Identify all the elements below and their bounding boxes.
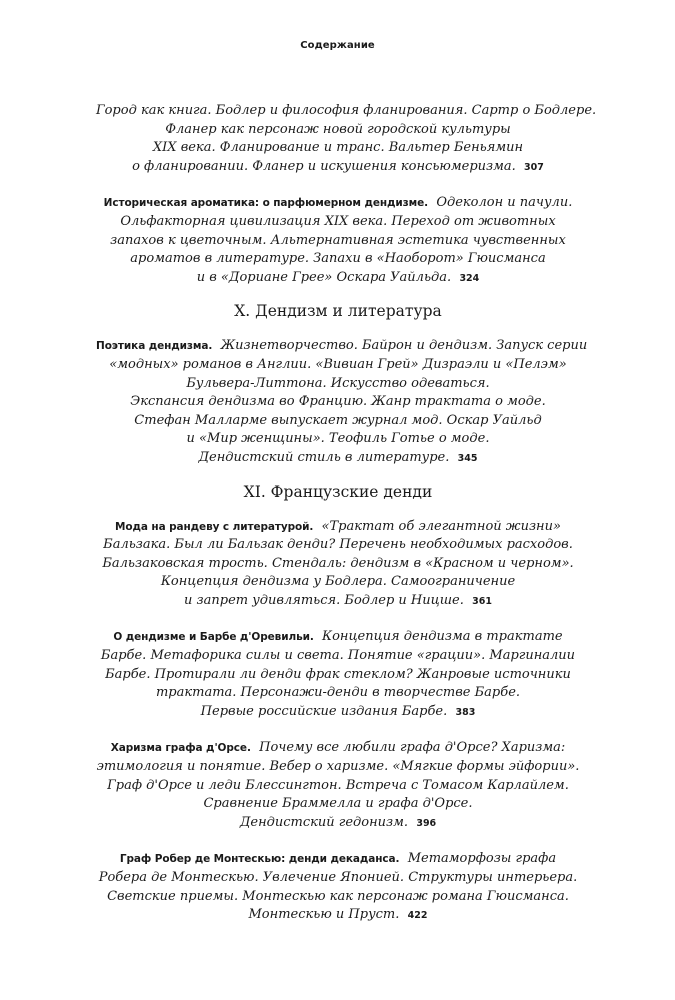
- toc-entry-line: Концепция дендизма у Бодлера. Самоограничение: [160, 574, 516, 590]
- toc-content: [96, 102, 597, 926]
- toc-entry-text: Концепция дендизма в трактате: [322, 629, 563, 645]
- toc-entry-line: Бальзака. Был ли Бальзак денди? Перечень необходимых расходов.: [103, 537, 573, 553]
- toc-entry-line: этимология и понятие. Вебер о харизме. «Мягкие формы эйфории».: [96, 759, 580, 775]
- toc-entry-text: Почему все любили графа д'Орсе? Харизма:: [259, 740, 566, 756]
- running-header: Содержание: [300, 40, 375, 51]
- toc-entry-line: [96, 850, 580, 869]
- toc-entry-line: [96, 592, 580, 612]
- toc-entry-line: ароматов в литературе. Запахи в «Наоборот» Гюисманса: [130, 251, 546, 267]
- toc-entry-line: Робера де Монтескью. Увлечение Японией. Структуры интерьера.: [98, 870, 578, 885]
- toc-entry-line: Барбе. Метафорика силы и света. Понятие «грации». Маргиналии: [100, 648, 576, 664]
- toc-entry-line: Стефан Малларме выпускает журнал мод. Оскар Уайльд: [134, 412, 542, 428]
- toc-entry-line: [96, 739, 580, 758]
- toc-entry-line: [96, 628, 580, 647]
- toc-entry-line: [96, 269, 580, 289]
- toc-entry-title: Историческая ароматика: о парфюмерном дендизме.: [103, 197, 429, 210]
- toc-entry-dorsay: [96, 739, 580, 833]
- toc-entry-text: и запрет удивляться. Бодлер и Ницше.: [184, 592, 464, 608]
- toc-entry-title: О дендизме и Барбе д'Оревильи.: [113, 631, 314, 644]
- toc-entry-barbey: [96, 628, 580, 722]
- toc-page-number: 422: [407, 910, 428, 922]
- toc-page-number: 396: [416, 817, 437, 829]
- toc-entry-line: [96, 158, 580, 178]
- toc-entry-line: Светские приемы. Монтескью как персонаж романа Гюисманса.: [107, 888, 569, 904]
- toc-entry-title: Поэтика дендизма.: [96, 340, 213, 353]
- toc-page-number: 361: [472, 595, 492, 607]
- toc-entry-text: Одеколон и пачули.: [436, 195, 573, 211]
- toc-entry-line: [96, 703, 580, 723]
- toc-entry-text: о фланировании. Фланер и искушения консьюмеризма.: [132, 158, 516, 174]
- toc-entry-line: [96, 337, 588, 356]
- toc-entry-poetics: [96, 337, 588, 468]
- toc-entry-line: Бульвера-Литтона. Искусство одеваться.: [186, 375, 490, 391]
- toc-entry-line: Фланер как персонаж новой городской культуры: [165, 121, 511, 137]
- toc-entry-aromatics: [96, 194, 580, 288]
- toc-entry-text: Монтескью и Пруст.: [248, 907, 400, 923]
- toc-entry-line: [96, 906, 580, 926]
- toc-entry-line: Ольфакторная цивилизация XIX века. Переход от животных: [120, 213, 556, 229]
- toc-entry-line: [96, 194, 580, 213]
- toc-entry-line: трактата. Персонажи-денди в творчестве Барбе.: [155, 685, 521, 701]
- toc-entry-line: Барбе. Протирали ли денди фрак стеклом? Жанровые источники: [105, 666, 571, 682]
- toc-entry-title: Мода на рандеву с литературой.: [115, 520, 314, 533]
- section-heading-xi: XI. Французские денди: [243, 482, 433, 501]
- toc-entry-line: Город как книга. Бодлер и философия фланирования. Сартр о Бодлере.: [96, 103, 597, 118]
- toc-entry-line: XIX века. Фланирование и транс. Вальтер Беньямин: [152, 140, 524, 156]
- toc-entry-line: [96, 449, 580, 469]
- toc-entry-text: «Трактат об элегантной жизни»: [321, 518, 561, 534]
- toc-entry-line: [96, 814, 580, 834]
- toc-entry-text: и в «Дориане Грее» Оскара Уайльда.: [196, 269, 452, 285]
- toc-entry-text: Метаморфозы графа: [407, 851, 557, 867]
- toc-entry-line: Бальзаковская трость. Стендаль: дендизм в «Красном и черном».: [102, 555, 574, 571]
- toc-entry-text: Дендистский стиль в литературе.: [198, 449, 450, 465]
- toc-entry-title: Харизма графа д'Орсе.: [110, 742, 251, 755]
- toc-entry-text: Дендистский гедонизм.: [239, 814, 409, 830]
- toc-entry-fashion-literature: [96, 518, 580, 612]
- section-heading-x: X. Дендизм и литература: [234, 302, 442, 321]
- toc-entry-text: Жизнетворчество. Байрон и дендизм. Запуск серии: [220, 338, 588, 354]
- toc-entry-line: [96, 518, 580, 537]
- toc-entry-line: и «Мир женщины». Теофиль Готье о моде.: [186, 431, 490, 447]
- toc-entry-line: «модных» романов в Англии. «Вивиан Грей» Дизраэли и «Пелэм»: [109, 356, 567, 372]
- toc-entry-flaneur: [96, 102, 597, 177]
- toc-entry-text: Первые российские издания Барбе.: [200, 703, 448, 719]
- toc-entry-line: запахов к цветочным. Альтернативная эстетика чувственных: [110, 232, 566, 248]
- toc-page-number: 383: [455, 706, 476, 718]
- toc-page-number: 324: [459, 272, 480, 284]
- toc-entry-line: Экспансия дендизма во Францию. Жанр трактата о моде.: [130, 394, 546, 410]
- toc-page-number: 307: [524, 161, 544, 173]
- toc-entry-montesquiou: [96, 850, 580, 925]
- toc-entry-line: Граф д'Орсе и леди Блессингтон. Встреча с Томасом Карлайлем.: [107, 777, 569, 793]
- toc-entry-line: Сравнение Браммелла и графа д'Орсе.: [203, 796, 473, 812]
- toc-page-number: 345: [457, 452, 478, 464]
- toc-entry-title: Граф Робер де Монтескью: денди декаданса.: [119, 853, 400, 866]
